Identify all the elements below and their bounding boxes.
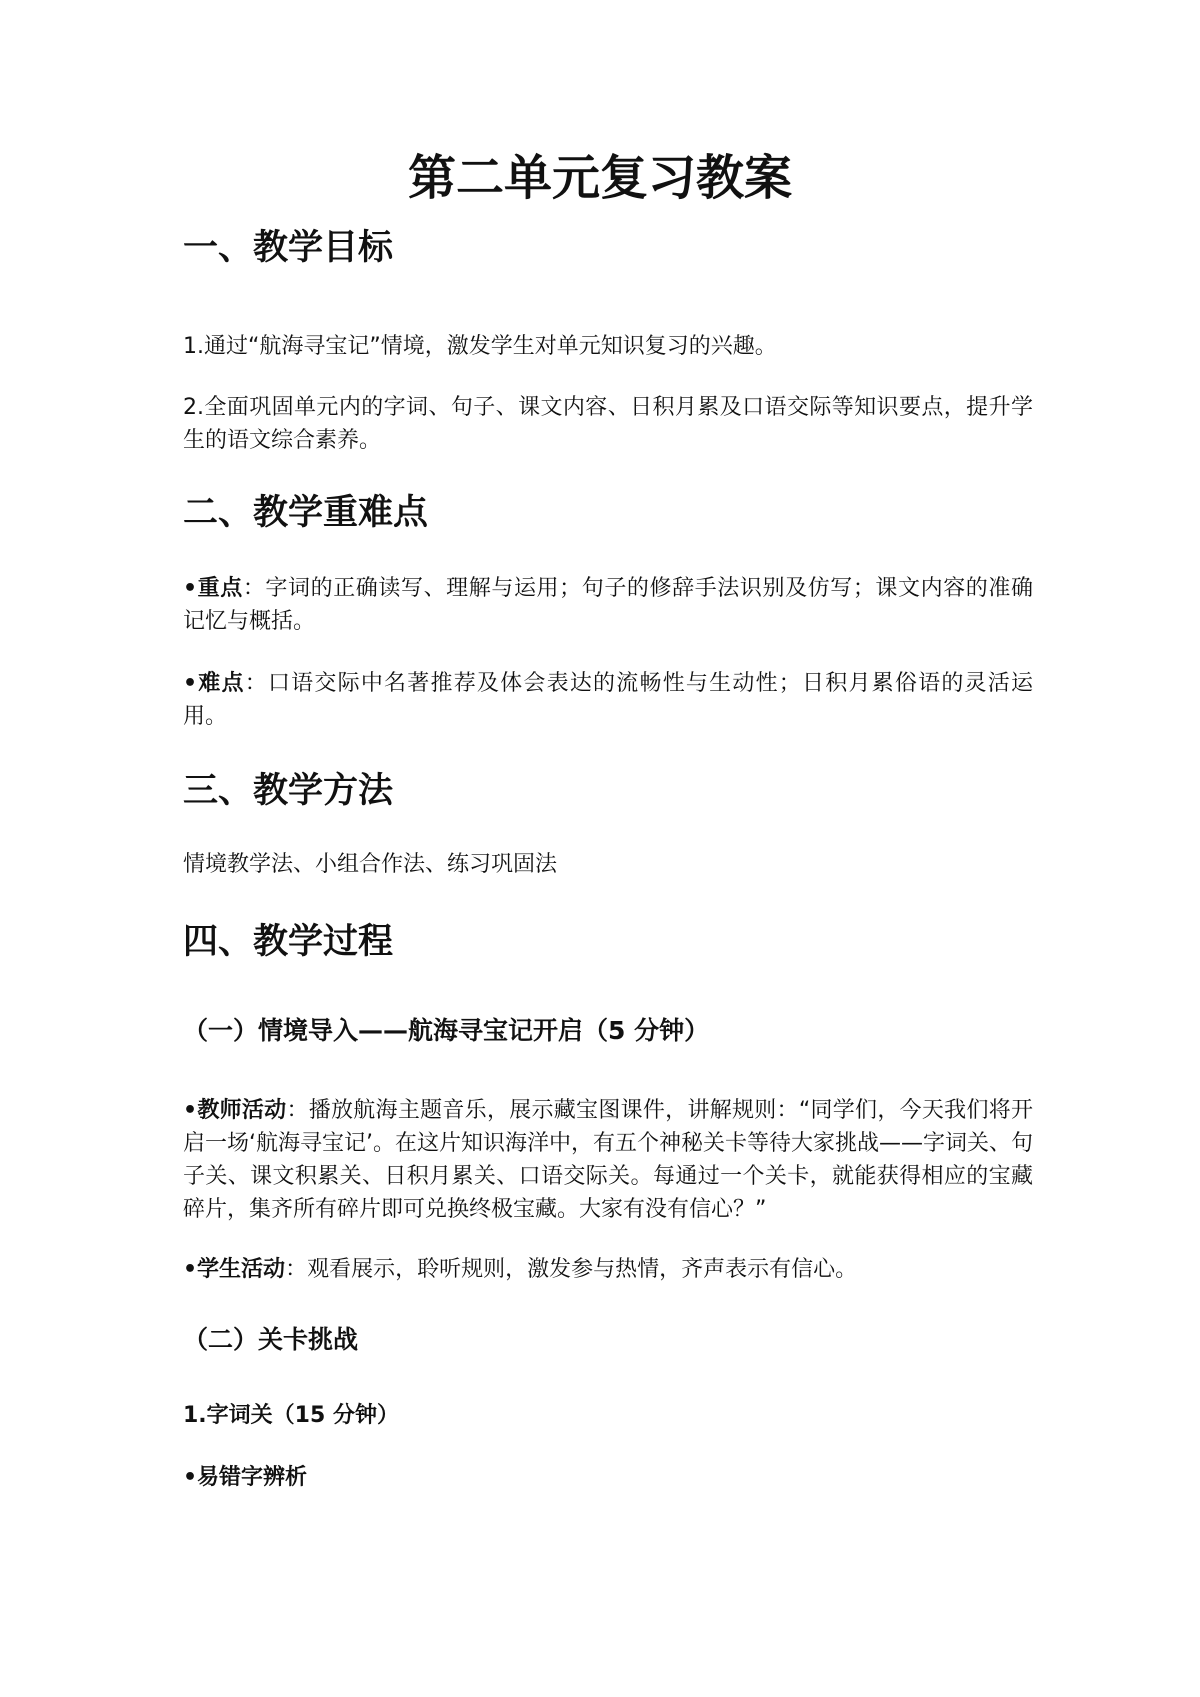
methods-text: 情境教学法、小组合作法、练习巩固法: [183, 852, 558, 877]
student-activity-text: ：观看展示，聆听规则，激发参与热情，齐声表示有信心。: [285, 1257, 858, 1282]
document-title: 第二单元复习教案: [407, 150, 792, 206]
level1-item: •易错字辨析: [183, 1465, 308, 1490]
difficulty-text: ：口语交际中名著推荐及体会表达的流畅性与生动性；日积月累俗语的灵活运用。: [183, 671, 1033, 729]
key-point-difficulty: [183, 667, 1033, 733]
student-activity: [183, 1253, 1033, 1286]
focus-text: ：字词的正确读写、理解与运用；句子的修辞手法识别及仿写；课文内容的准确记忆与概括。: [183, 576, 1033, 634]
section-heading-goals: 一、教学目标: [183, 228, 394, 268]
key-point-focus: [183, 572, 1033, 638]
process-part1-heading: （一）情境导入——航海寻宝记开启（5 分钟）: [183, 1016, 710, 1045]
teacher-activity-text: ：播放航海主题音乐，展示藏宝图课件，讲解规则：“同学们，今天我们将开启一场‘航海寻宝记’。在这片知识海洋中，有五个神秘关卡等待大家挑战——字词关、句子关、课文积累关、日积月累关、口语交际关。每通过一个关卡，就能获得相应的宝藏碎片，集齐所有碎片即可兑换终极宝藏。大家有没有信心？”: [183, 1098, 1033, 1222]
goal-item-2: 2.全面巩固单元内的字词、句子、课文内容、日积月累及口语交际等知识要点，提升学生的语文综合素养。: [183, 395, 1033, 453]
section-heading-process: 四、教学过程: [183, 922, 394, 962]
goal-item-1: 1.通过“航海寻宝记”情境，激发学生对单元知识复习的兴趣。: [183, 334, 777, 359]
level1-heading: 1.字词关（15 分钟）: [183, 1403, 399, 1428]
difficulty-label: •难点: [183, 671, 245, 696]
process-part2-heading: （二）关卡挑战: [183, 1325, 359, 1354]
section-heading-key-points: 二、教学重难点: [183, 493, 429, 533]
focus-label: •重点: [183, 576, 243, 601]
teacher-activity-label: •教师活动: [183, 1098, 287, 1123]
section-heading-methods: 三、教学方法: [183, 771, 394, 811]
student-activity-label: •学生活动: [183, 1257, 286, 1282]
teacher-activity: [183, 1094, 1033, 1226]
